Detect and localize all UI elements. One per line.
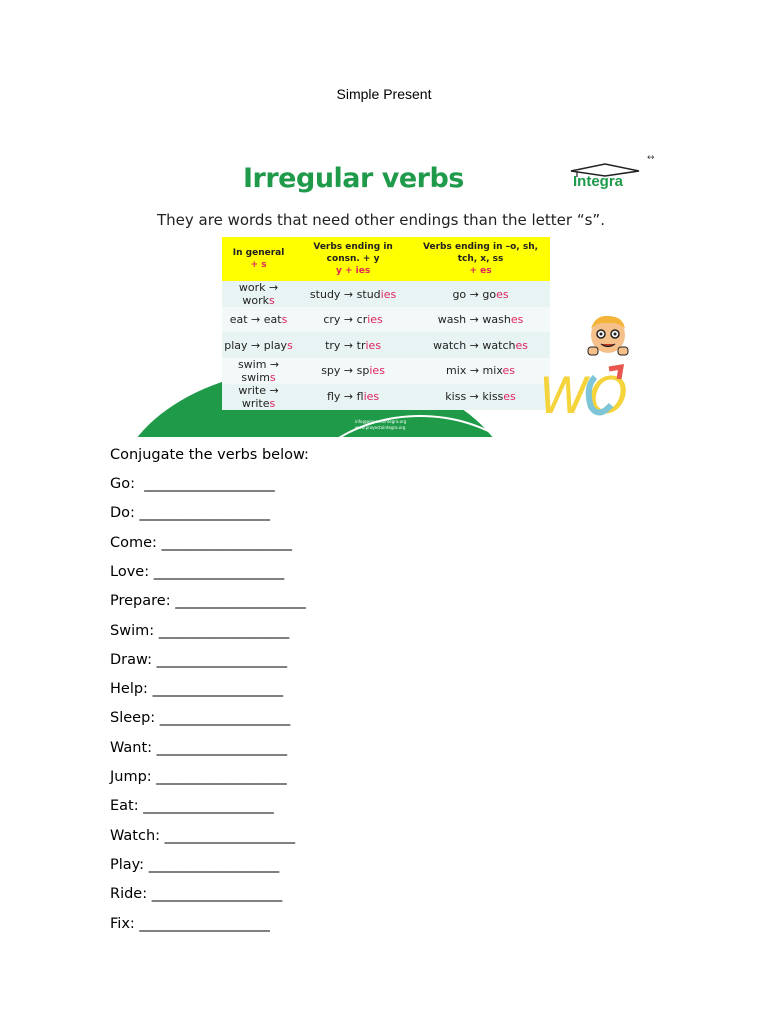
- answer-blank[interactable]: __________________: [144, 476, 275, 492]
- arrow-icon: →: [466, 287, 483, 301]
- exercise-line: [110, 916, 270, 932]
- conjugated-stem: mix: [482, 364, 503, 378]
- answer-blank[interactable]: __________________: [156, 739, 288, 756]
- conjugated-ending: ies: [365, 338, 382, 352]
- exercise-line: [110, 710, 290, 726]
- cartoon-kid-icon: [585, 313, 631, 361]
- conjugated-stem: play: [263, 338, 288, 352]
- table-row: [222, 384, 550, 410]
- exercise-line: [110, 740, 287, 756]
- arrow-icon: →: [266, 383, 279, 397]
- verb-cell: [222, 358, 295, 384]
- conjugated-stem: swim: [241, 370, 270, 384]
- arrow-icon: →: [340, 287, 357, 301]
- conjugated-stem: kiss: [482, 390, 504, 404]
- base-verb: eat: [229, 313, 248, 327]
- contact-website: www.proyectointegra.org: [355, 425, 406, 430]
- answer-blank[interactable]: __________________: [175, 593, 306, 610]
- exercise-verb: Jump:: [110, 769, 152, 785]
- conjugated-ending: ies: [369, 364, 385, 378]
- header-label: In general: [232, 248, 285, 258]
- contact-email: info@proyectointegra.org: [355, 419, 407, 424]
- exercise-verb: Swim:: [110, 622, 155, 639]
- table-row: [222, 307, 550, 332]
- conjugated-ending: es: [515, 338, 528, 352]
- header-rule: y + ies: [335, 266, 371, 276]
- conjugated-stem: stud: [356, 287, 381, 301]
- exercise-line: [110, 886, 282, 902]
- conjugated-stem: fl: [356, 390, 364, 404]
- verb-rules-table: [222, 237, 550, 410]
- answer-blank[interactable]: __________________: [156, 651, 288, 668]
- table-row: [222, 332, 550, 357]
- arrow-icon: →: [466, 364, 483, 378]
- table-row: [222, 281, 550, 307]
- exercise-line: [110, 476, 275, 492]
- irregular-verbs-infographic: [115, 145, 660, 437]
- verb-cell: [222, 281, 295, 307]
- base-verb: study: [309, 287, 341, 301]
- conjugated-ending: es: [510, 313, 524, 327]
- conjugated-stem: sp: [356, 364, 370, 378]
- answer-blank[interactable]: __________________: [161, 534, 293, 551]
- conjugated-stem: go: [482, 287, 497, 301]
- header-label: Verbs ending in consn. + y: [313, 242, 393, 264]
- answer-blank[interactable]: __________________: [143, 798, 274, 815]
- exercise-verb: Watch:: [110, 827, 161, 844]
- exercise-verb: Sleep:: [110, 710, 156, 727]
- base-verb: fly: [326, 390, 341, 404]
- conjugated-ending: es: [502, 364, 515, 378]
- document-title: Simple Present: [336, 86, 432, 102]
- conjugated-ending: s: [269, 396, 276, 410]
- conjugated-ending: es: [496, 287, 509, 301]
- exercise-line: [110, 769, 287, 785]
- arrow-icon: →: [340, 313, 357, 327]
- arrow-icon: →: [265, 281, 279, 294]
- exercise-verb: Eat:: [110, 798, 139, 815]
- exercise-verb: Ride:: [110, 886, 148, 903]
- exercise-instruction: Conjugate the verbs below:: [110, 447, 309, 463]
- table-header-2: [295, 237, 411, 281]
- verb-cell: [295, 358, 411, 384]
- infographic-title: Irregular verbs: [243, 163, 464, 194]
- base-verb: wash: [437, 313, 467, 327]
- exercise-line: [110, 505, 270, 521]
- exercise-line: [110, 798, 274, 814]
- conjugated-ending: s: [269, 370, 276, 384]
- answer-blank[interactable]: __________________: [153, 563, 285, 580]
- base-verb: work: [238, 281, 266, 294]
- exercise-line: [110, 857, 279, 873]
- conjugated-ending: es: [503, 390, 516, 404]
- exercise-line: [110, 623, 289, 639]
- base-verb: play: [224, 338, 248, 352]
- verb-cell: [411, 384, 550, 410]
- table-header-3: [411, 237, 550, 281]
- arrow-icon: →: [247, 338, 264, 352]
- exercise-gap: [135, 476, 144, 492]
- logo-text: Integra: [573, 173, 624, 190]
- exercise-verb: Do:: [110, 505, 135, 522]
- conjugated-ending: ies: [363, 390, 380, 404]
- arrow-icon: →: [247, 313, 264, 327]
- base-verb: kiss: [445, 390, 467, 404]
- arrow-icon: →: [340, 364, 357, 378]
- verb-cell: [411, 307, 550, 332]
- answer-blank[interactable]: __________________: [151, 886, 283, 903]
- base-verb: cry: [323, 313, 341, 327]
- header-rule: + s: [250, 260, 267, 270]
- exercise-line: [110, 564, 284, 580]
- answer-blank[interactable]: __________________: [139, 505, 271, 522]
- table-row: [222, 358, 550, 384]
- base-verb: try: [325, 338, 341, 352]
- exercise-verb: Help:: [110, 681, 148, 698]
- verb-cell: [295, 332, 411, 357]
- arrow-icon: →: [466, 338, 483, 352]
- verb-cell: [411, 332, 550, 357]
- verb-cell: [222, 384, 295, 410]
- verb-cell: [222, 332, 295, 357]
- base-verb: write: [238, 383, 267, 397]
- answer-blank[interactable]: __________________: [156, 769, 287, 785]
- exercise-verb: Play:: [110, 856, 145, 873]
- verb-cell: [295, 281, 411, 307]
- exercise-verb: Go:: [110, 476, 135, 492]
- exercise-line: [110, 593, 306, 609]
- infographic-subtitle: They are words that need other endings than the letter “s”.: [157, 211, 605, 229]
- base-verb: spy: [321, 364, 341, 378]
- exercise-verb: Fix:: [110, 915, 135, 932]
- conjugated-ending: s: [281, 313, 288, 327]
- exercise-verb: Prepare:: [110, 593, 171, 610]
- verb-cell: [295, 384, 411, 410]
- conjugated-stem: wash: [482, 313, 511, 327]
- answer-blank[interactable]: __________________: [159, 710, 291, 727]
- conjugated-stem: write: [241, 396, 270, 410]
- integra-logo: [565, 163, 645, 197]
- conjugated-ending: ies: [380, 287, 397, 301]
- exercise-line: [110, 652, 287, 668]
- answer-blank[interactable]: __________________: [148, 856, 280, 873]
- conjugated-stem: work: [242, 294, 269, 307]
- table-header-1: [222, 237, 295, 281]
- base-verb: go: [452, 287, 467, 301]
- answer-blank[interactable]: __________________: [164, 827, 296, 844]
- conjugated-ending: s: [287, 338, 293, 352]
- arrow-icon: →: [340, 338, 357, 352]
- answer-blank[interactable]: __________________: [158, 622, 290, 639]
- conjugated-stem: eat: [263, 313, 282, 327]
- arrow-icon: →: [266, 357, 280, 371]
- answer-blank[interactable]: __________________: [139, 915, 270, 932]
- resize-arrow-icon: ↔: [647, 153, 655, 163]
- arrow-icon: →: [466, 313, 483, 327]
- exercise-verb: Draw:: [110, 651, 152, 668]
- verb-cell: [411, 281, 550, 307]
- answer-blank[interactable]: __________________: [152, 681, 284, 698]
- base-verb: swim: [237, 357, 267, 371]
- exercise-line: [110, 535, 292, 551]
- verb-cell: [295, 307, 411, 332]
- exercise-verb: Love:: [110, 563, 150, 580]
- exercise-verb: Come:: [110, 534, 157, 551]
- base-verb: watch: [433, 338, 467, 352]
- arrow-icon: →: [466, 390, 483, 404]
- conjugated-stem: watch: [482, 338, 516, 352]
- exercise-line: [110, 681, 283, 697]
- conjugated-ending: s: [268, 294, 275, 307]
- verb-cell: [222, 307, 295, 332]
- conjugated-stem: tr: [356, 338, 366, 352]
- conjugated-ending: ies: [367, 313, 383, 327]
- conjugated-stem: cr: [356, 313, 368, 327]
- exercise-verb: Want:: [110, 739, 153, 756]
- wo-letters-decoration: [539, 357, 629, 421]
- decor-letters: WO: [539, 367, 628, 421]
- verb-cell: [411, 358, 550, 384]
- exercise-line: [110, 828, 295, 844]
- header-rule: + es: [469, 266, 492, 276]
- base-verb: mix: [446, 364, 467, 378]
- contact-info: [355, 419, 406, 431]
- arrow-icon: →: [340, 390, 357, 404]
- header-label: Verbs ending in –o, sh, tch, x, ss: [423, 242, 539, 264]
